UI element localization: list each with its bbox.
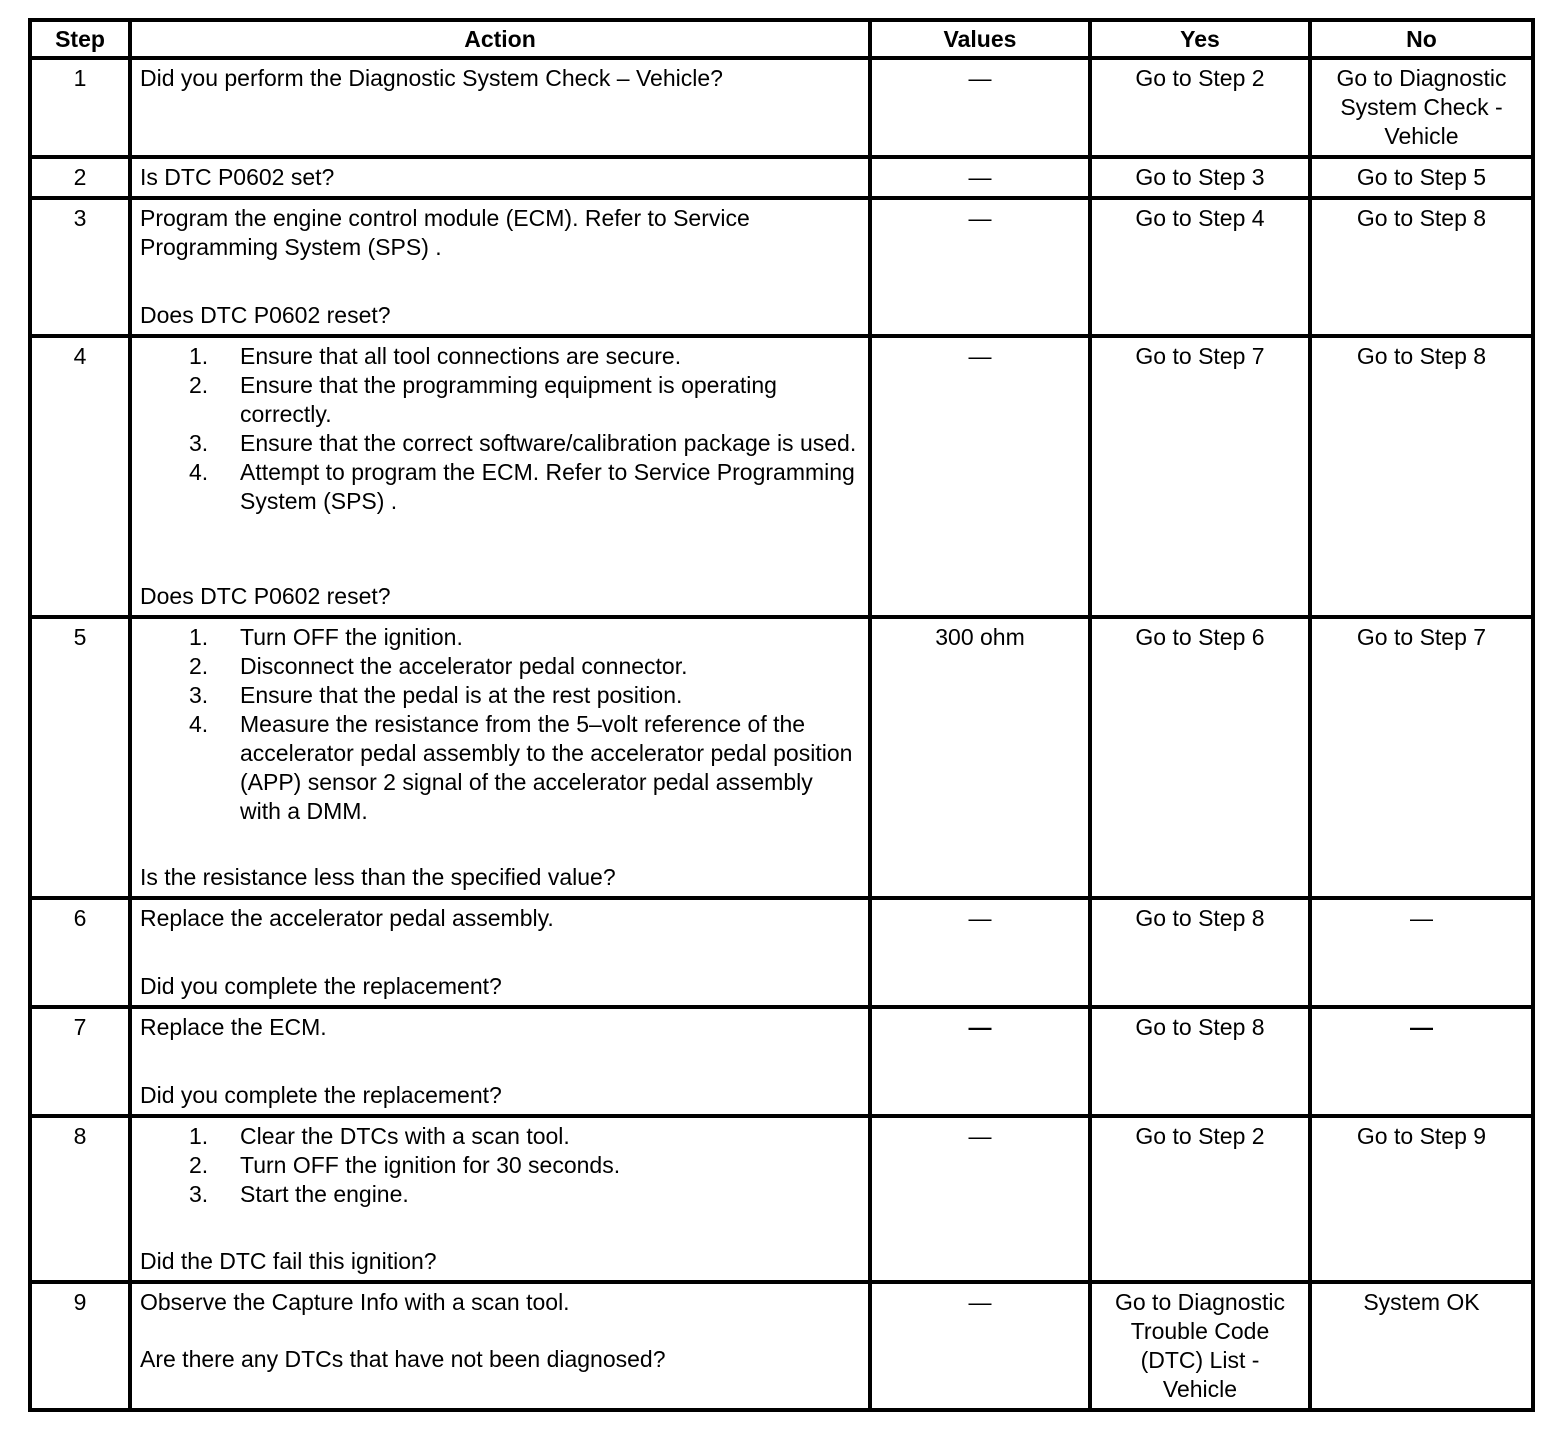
no-cell: Go to Step 8 [1310, 336, 1533, 617]
list-item: 3. Ensure that the pedal is at the rest position. [189, 682, 683, 708]
action-cell [130, 1282, 870, 1410]
action-cell [130, 336, 870, 617]
yes-cell: Go to Diagnostic Trouble Code (DTC) List - Vehicle [1090, 1282, 1310, 1410]
value-cell: — [870, 198, 1090, 336]
action-text: Replace the accelerator pedal assembly. [140, 905, 554, 931]
action-text: Did you perform the Diagnostic System Check – Vehicle? [140, 65, 723, 91]
action-steps-list [140, 1122, 860, 1209]
yes-cell: Go to Step 3 [1090, 157, 1310, 198]
table-row [30, 198, 1533, 336]
action-text: Replace the ECM. [140, 1014, 327, 1040]
action-text: Is DTC P0602 set? [140, 164, 335, 190]
action-question: Did the DTC fail this ignition? [140, 1248, 437, 1274]
list-item: 2. Disconnect the accelerator pedal connector. [189, 653, 688, 679]
value-cell: — [870, 898, 1090, 1007]
list-item: 1. Clear the DTCs with a scan tool. [189, 1123, 570, 1149]
list-item: 4. Measure the resistance from the 5–volt reference of the accelerator pedal assembly to the accelerator pedal position (APP) sensor 2 signal of the accelerator pedal assembly with a DMM. [189, 711, 853, 824]
action-question: Is the resistance less than the specified value? [140, 864, 616, 890]
action-question: Does DTC P0602 reset? [140, 302, 391, 328]
no-cell: Go to Step 9 [1310, 1116, 1533, 1282]
action-text: Program the engine control module (ECM). Refer to Service Programming System (SPS) . [140, 205, 750, 260]
no-cell: Go to Diagnostic System Check - Vehicle [1310, 58, 1533, 157]
value-cell: — [870, 1116, 1090, 1282]
header-yes: Yes [1090, 20, 1310, 58]
value-cell: — [870, 1007, 1090, 1116]
value-cell: — [870, 157, 1090, 198]
step-number: 2 [30, 157, 130, 198]
table-row [30, 617, 1533, 898]
step-number: 9 [30, 1282, 130, 1410]
list-item: 4. Attempt to program the ECM. Refer to Service Programming System (SPS) . [189, 459, 855, 514]
no-cell: Go to Step 7 [1310, 617, 1533, 898]
action-cell [130, 157, 870, 198]
action-question: Did you complete the replacement? [140, 1082, 502, 1108]
header-row [30, 20, 1533, 58]
action-cell [130, 58, 870, 157]
yes-cell: Go to Step 2 [1090, 1116, 1310, 1282]
step-number: 7 [30, 1007, 130, 1116]
list-item: 1. Ensure that all tool connections are secure. [189, 343, 682, 369]
action-cell [130, 617, 870, 898]
step-number: 3 [30, 198, 130, 336]
step-number: 5 [30, 617, 130, 898]
action-steps-list [140, 342, 860, 516]
no-cell: — [1310, 1007, 1533, 1116]
table-row [30, 1007, 1533, 1116]
no-cell: System OK [1310, 1282, 1533, 1410]
step-number: 6 [30, 898, 130, 1007]
action-question: Did you complete the replacement? [140, 973, 502, 999]
step-number: 1 [30, 58, 130, 157]
value-cell: — [870, 58, 1090, 157]
value-cell: — [870, 1282, 1090, 1410]
list-item: 2. Ensure that the programming equipment is operating correctly. [189, 372, 777, 427]
table-row [30, 336, 1533, 617]
yes-cell: Go to Step 7 [1090, 336, 1310, 617]
value-cell: — [870, 336, 1090, 617]
diagnostic-table [28, 18, 1535, 1412]
no-cell: — [1310, 898, 1533, 1007]
action-text: Observe the Capture Info with a scan tool. [140, 1289, 570, 1315]
yes-cell: Go to Step 8 [1090, 1007, 1310, 1116]
list-item: 3. Start the engine. [189, 1181, 409, 1207]
no-cell: Go to Step 8 [1310, 198, 1533, 336]
header-no: No [1310, 20, 1533, 58]
no-cell: Go to Step 5 [1310, 157, 1533, 198]
table-row [30, 157, 1533, 198]
list-item: 3. Ensure that the correct software/calibration package is used. [189, 430, 857, 456]
action-cell [130, 1116, 870, 1282]
action-question: Are there any DTCs that have not been diagnosed? [140, 1346, 666, 1372]
value-cell: 300 ohm [870, 617, 1090, 898]
yes-cell: Go to Step 8 [1090, 898, 1310, 1007]
step-number: 4 [30, 336, 130, 617]
yes-cell: Go to Step 6 [1090, 617, 1310, 898]
yes-cell: Go to Step 4 [1090, 198, 1310, 336]
header-action: Action [130, 20, 870, 58]
action-question: Does DTC P0602 reset? [140, 583, 391, 609]
list-item: 2. Turn OFF the ignition for 30 seconds. [189, 1152, 621, 1178]
table-row [30, 1282, 1533, 1410]
step-number: 8 [30, 1116, 130, 1282]
table-row [30, 1116, 1533, 1282]
yes-cell: Go to Step 2 [1090, 58, 1310, 157]
action-cell [130, 198, 870, 336]
action-cell [130, 1007, 870, 1116]
list-item: 1. Turn OFF the ignition. [189, 624, 463, 650]
header-step: Step [30, 20, 130, 58]
action-steps-list [140, 623, 860, 826]
table-row [30, 898, 1533, 1007]
header-values: Values [870, 20, 1090, 58]
table-row [30, 58, 1533, 157]
action-cell [130, 898, 870, 1007]
